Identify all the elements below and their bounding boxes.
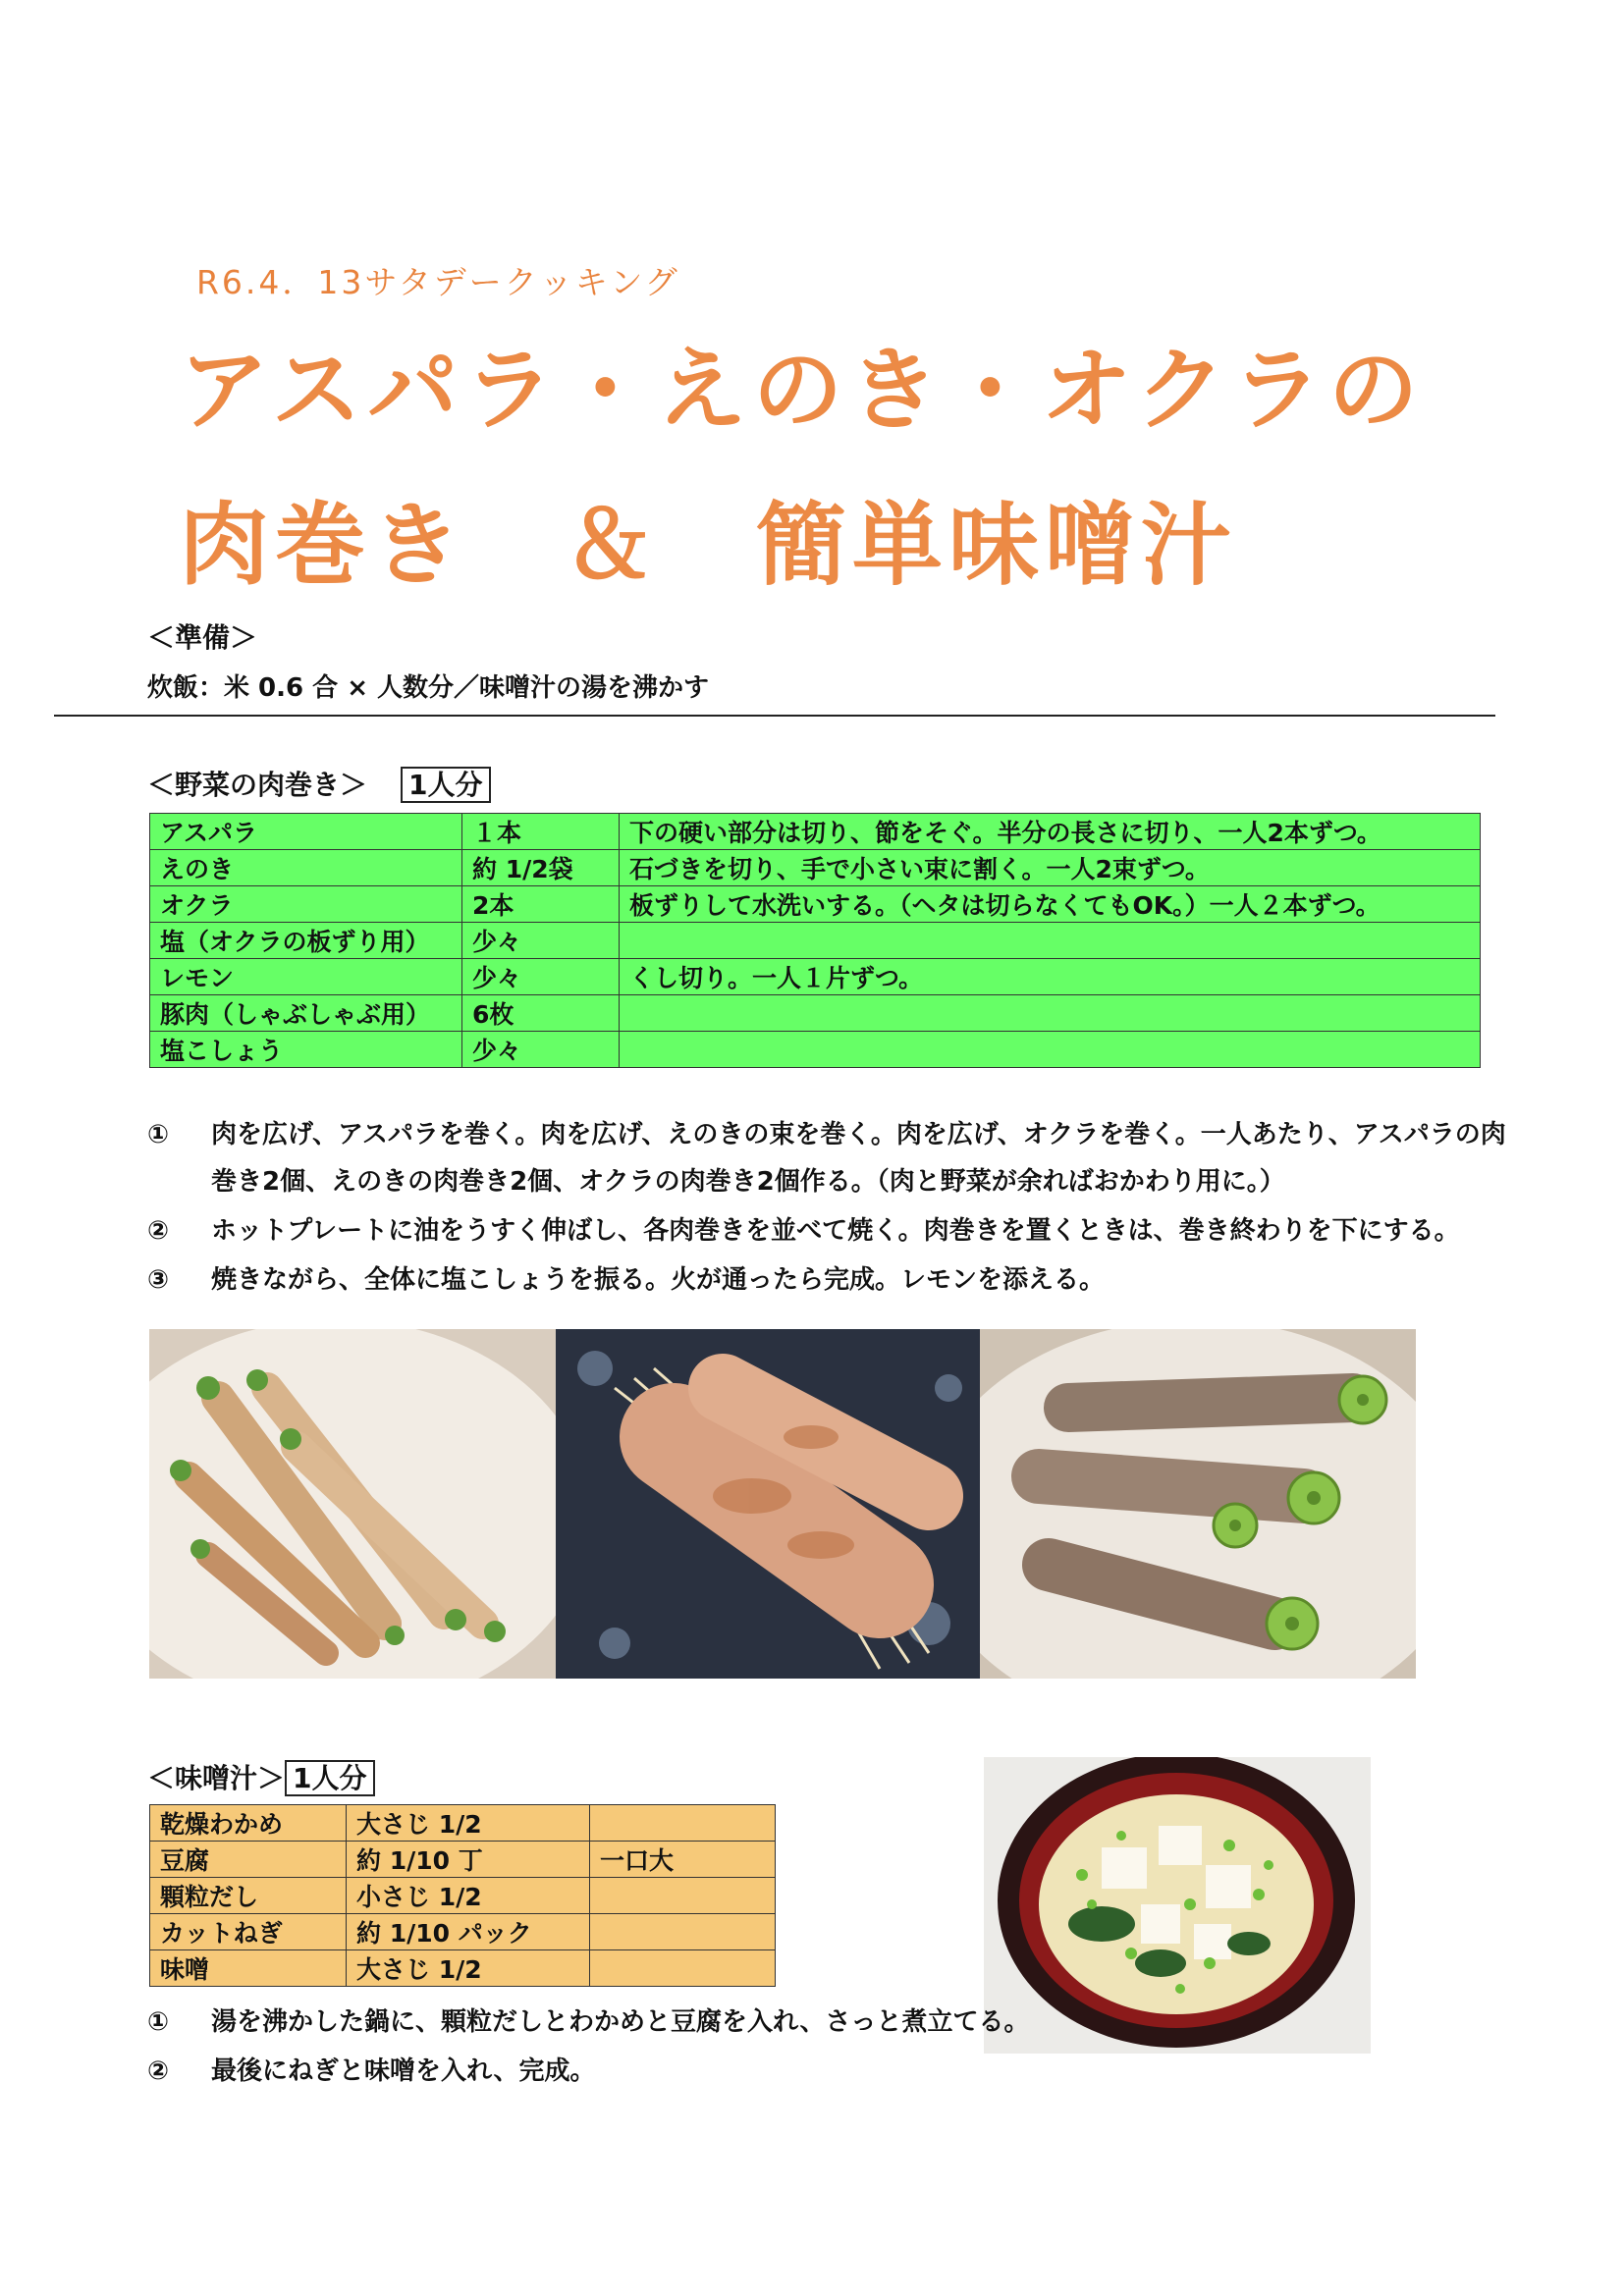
ingredient-note: くし切り。一人１片ずつ。	[620, 959, 1481, 995]
ingredient-amount: 約 1/10 パック	[347, 1914, 590, 1950]
ingredient-amount: 大さじ 1/2	[347, 1805, 590, 1842]
table-row	[150, 995, 1481, 1032]
enoki-rolls-photo	[556, 1329, 980, 1679]
table-row	[150, 886, 1481, 923]
divider	[54, 715, 1495, 717]
ingredient-name: アスパラ	[150, 814, 462, 850]
table-row	[150, 1842, 776, 1878]
ingredient-name: レモン	[150, 959, 462, 995]
table-row	[150, 1805, 776, 1842]
veg-ingredients-table	[149, 813, 1481, 1068]
table-row	[150, 959, 1481, 995]
prep-heading: ＜準備＞	[147, 621, 258, 654]
step-number: ②	[147, 1216, 170, 1246]
ingredient-note	[590, 1878, 776, 1914]
ingredient-note	[590, 1805, 776, 1842]
ingredient-amount: １本	[462, 814, 620, 850]
ingredient-amount: 約 1/2袋	[462, 850, 620, 886]
table-row	[150, 1878, 776, 1914]
ingredient-amount: 2本	[462, 886, 620, 923]
table-row	[150, 923, 1481, 959]
veg-servings-badge: 1人分	[401, 767, 490, 803]
ingredient-note	[620, 995, 1481, 1032]
veg-step-3	[147, 1256, 1517, 1304]
ingredient-name: えのき	[150, 850, 462, 886]
prep-text: 炊飯：米 0.6 合 × 人数分／味噌汁の湯を沸かす	[147, 673, 710, 703]
ingredient-name: カットねぎ	[150, 1914, 347, 1950]
miso-heading-label: ＜味噌汁＞	[147, 1762, 286, 1794]
ingredient-name: 顆粒だし	[150, 1878, 347, 1914]
step-number: ①	[147, 2007, 170, 2037]
ingredient-name: 塩（オクラの板ずり用）	[150, 923, 462, 959]
okra-rolls-photo	[980, 1329, 1416, 1679]
ingredient-note: 一口大	[590, 1842, 776, 1878]
ingredient-name: オクラ	[150, 886, 462, 923]
miso-step-1	[147, 1999, 1517, 2046]
step-number: ③	[147, 1265, 170, 1295]
ingredient-note	[620, 1032, 1481, 1068]
table-row	[150, 1950, 776, 1987]
ingredient-note: 石づきを切り、手で小さい束に割く。一人2束ずつ。	[620, 850, 1481, 886]
ingredient-note: 下の硬い部分は切り、節をそぐ。半分の長さに切り、一人2本ずつ。	[620, 814, 1481, 850]
veg-heading-label: ＜野菜の肉巻き＞	[147, 769, 368, 801]
ingredient-name: 豆腐	[150, 1842, 347, 1878]
table-row	[150, 814, 1481, 850]
ingredient-amount: 少々	[462, 923, 620, 959]
ingredient-note: 板ずりして水洗いする。（ヘタは切らなくてもOK。）一人２本ずつ。	[620, 886, 1481, 923]
ingredient-amount: 大さじ 1/2	[347, 1950, 590, 1987]
veg-step-1	[147, 1111, 1517, 1205]
miso-servings-badge: 1人分	[285, 1760, 374, 1796]
step-text: 肉を広げ、アスパラを巻く。肉を広げ、えのきの束を巻く。肉を広げ、オクラを巻く。一人あたり、アスパラの肉巻き2個、えのきの肉巻き2個、オクラの肉巻き2個作る。（肉と野菜が余ればおかわり用に。）	[211, 1120, 1506, 1197]
ingredient-note	[590, 1914, 776, 1950]
table-row	[150, 1914, 776, 1950]
miso-step-2	[147, 2048, 1517, 2095]
miso-section-heading	[147, 1757, 375, 1796]
page-subtitle: R6.4．13サタデークッキング	[196, 263, 680, 301]
step-number: ②	[147, 2056, 170, 2086]
miso-ingredients-table	[149, 1804, 776, 1987]
ingredient-name: 豚肉（しゃぶしゃぶ用）	[150, 995, 462, 1032]
ingredient-name: 味噌	[150, 1950, 347, 1987]
table-row	[150, 1032, 1481, 1068]
ingredient-name: 乾燥わかめ	[150, 1805, 347, 1842]
step-text: ホットプレートに油をうすく伸ばし、各肉巻きを並べて焼く。肉巻きを置くときは、巻き終わりを下にする。	[211, 1216, 1460, 1246]
asparagus-rolls-photo	[149, 1329, 556, 1679]
ingredient-name: 塩こしょう	[150, 1032, 462, 1068]
step-number: ①	[147, 1120, 170, 1149]
veg-section-heading	[147, 764, 491, 803]
table-row	[150, 850, 1481, 886]
step-text: 湯を沸かした鍋に、顆粒だしとわかめと豆腐を入れ、さっと煮立てる。	[211, 2007, 1030, 2037]
page-title-line-2: 肉巻き ＆ 簡単味噌汁	[179, 493, 1238, 598]
step-text: 焼きながら、全体に塩こしょうを振る。火が通ったら完成。レモンを添える。	[211, 1265, 1106, 1295]
ingredient-amount: 約 1/10 丁	[347, 1842, 590, 1878]
veg-step-2	[147, 1207, 1517, 1255]
ingredient-note	[590, 1950, 776, 1987]
step-text: 最後にねぎと味噌を入れ、完成。	[211, 2056, 596, 2086]
ingredient-amount: 6枚	[462, 995, 620, 1032]
ingredient-amount: 小さじ 1/2	[347, 1878, 590, 1914]
ingredient-amount: 少々	[462, 959, 620, 995]
ingredient-amount: 少々	[462, 1032, 620, 1068]
page-title-line-1: アスパラ・えのき・オクラの	[179, 338, 1425, 443]
ingredient-note	[620, 923, 1481, 959]
